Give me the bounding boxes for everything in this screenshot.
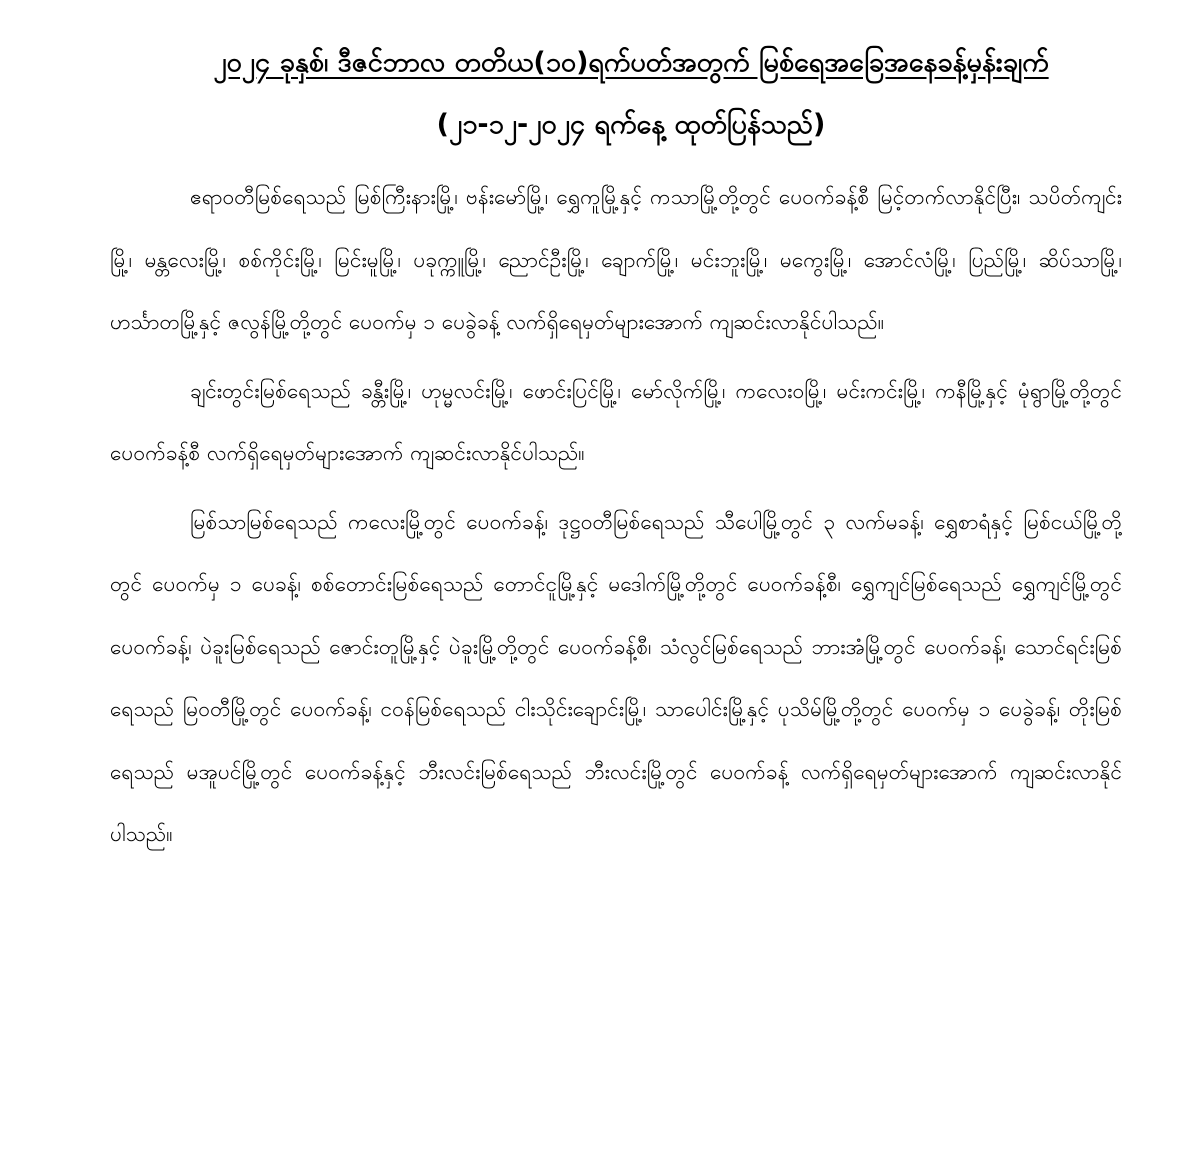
paragraph-ayeyarwady: ဧရာဝတီမြစ်ရေသည် မြစ်ကြီးနားမြို့၊ ဗန်းမော်မြို့၊ ရွှေကူမြို့နှင့် ကသာမြို့တို့တွင် ပေ၀က်ခန့်စီ မြင့်တက်လာနိုင်ပြီး၊ သပိတ်ကျင်းမြို့၊ မန္တလေးမြို့၊ စစ်ကိုင်းမြို့၊ မြင်းမူမြို့၊ ပခုက္ကူမြို့၊ ညောင်ဦးမြို့၊ ချောက်မြို့၊ မင်းဘူးမြို့၊ မကွေးမြို့၊ အောင်လံမြို့၊ ပြည်မြို့၊ ဆိပ်သာမြို့၊ ဟင်္သာတမြို့နှင့် ဇလွန်မြို့တို့တွင် ပေ၀က်မှ ၁ ပေခွဲခန့် လက်ရှိရေမှတ်များအောက် ကျဆင်းလာနိုင်ပါသည်။ — [110, 185, 1122, 334]
paragraph-chindwin: ချင်းတွင်းမြစ်ရေသည် ခန္တီးမြို့၊ ဟုမ္မလင်းမြို့၊ ဖောင်းပြင်မြို့၊ မော်လိုက်မြို့၊ ကလေးဝမြို့၊ မင်းကင်းမြို့၊ ကနီမြို့နှင့် မုံရွာမြို့တို့တွင် ပေ၀က်ခန့်စီ လက်ရှိရေမှတ်များအောက် ကျဆင်းလာနိုင်ပါသည်။ — [110, 378, 1122, 465]
document-title: ၂၀၂၄ ခုနှစ်၊ ဒီဇင်ဘာလ တတိယ(၁၀)ရက်ပတ်အတွက် မြစ်ရေအခြေအနေခန့်မှန်းချက် — [213, 47, 1049, 78]
paragraph-other-rivers: မြစ်သာမြစ်ရေသည် ကလေးမြို့တွင် ပေ၀က်ခန့်၊ ဒုဋ္ဌဝတီမြစ်ရေသည် သီပေါမြို့တွင် ၃ လက်မခန့်၊ ရွှေစာရံနှင့် မြစ်ငယ်မြို့တို့တွင် ပေ၀က်မှ ၁ ပေခန့်၊ စစ်တောင်းမြစ်ရေသည် တောင်ငူမြို့နှင့် မဒေါက်မြို့တို့တွင် ပေ၀က်ခန့်စီ၊ ရွှေကျင်မြစ်ရေသည် ရွှေကျင်မြို့တွင် ပေ၀က်ခန့်၊ ပဲခူးမြစ်ရေသည် ဇောင်းတူမြို့နှင့် ပဲခူးမြို့တို့တွင် ပေ၀က်ခန့်စီ၊ သံလွင်မြစ်ရေသည် ဘားအံမြို့တွင် ပေ၀က်ခန့်၊ သောင်ရင်းမြစ်ရေသည် မြဝတီမြို့တွင် ပေ၀က်ခန့်၊ ငဝန်မြစ်ရေသည် ငါးသိုင်းချောင်းမြို့၊ သာပေါင်းမြို့နှင့် ပုသိမ်မြို့တို့တွင် ပေ၀က်မှ ၁ ပေခွဲခန့်၊ တိုးမြစ်ရေသည် မအူပင်မြို့တွင် ပေ၀က်ခန့်နှင့် ဘီးလင်းမြစ်ရေသည် ဘီးလင်းမြို့တွင် ပေ၀က်ခန့် လက်ရှိရေမှတ်များအောက် ကျဆင်းလာနိုင်ပါသည်။ — [110, 509, 1122, 846]
document-subtitle: (၂၁-၁၂-၂၀၂၄ ရက်နေ့ ထုတ်ပြန်သည်) — [436, 109, 826, 140]
